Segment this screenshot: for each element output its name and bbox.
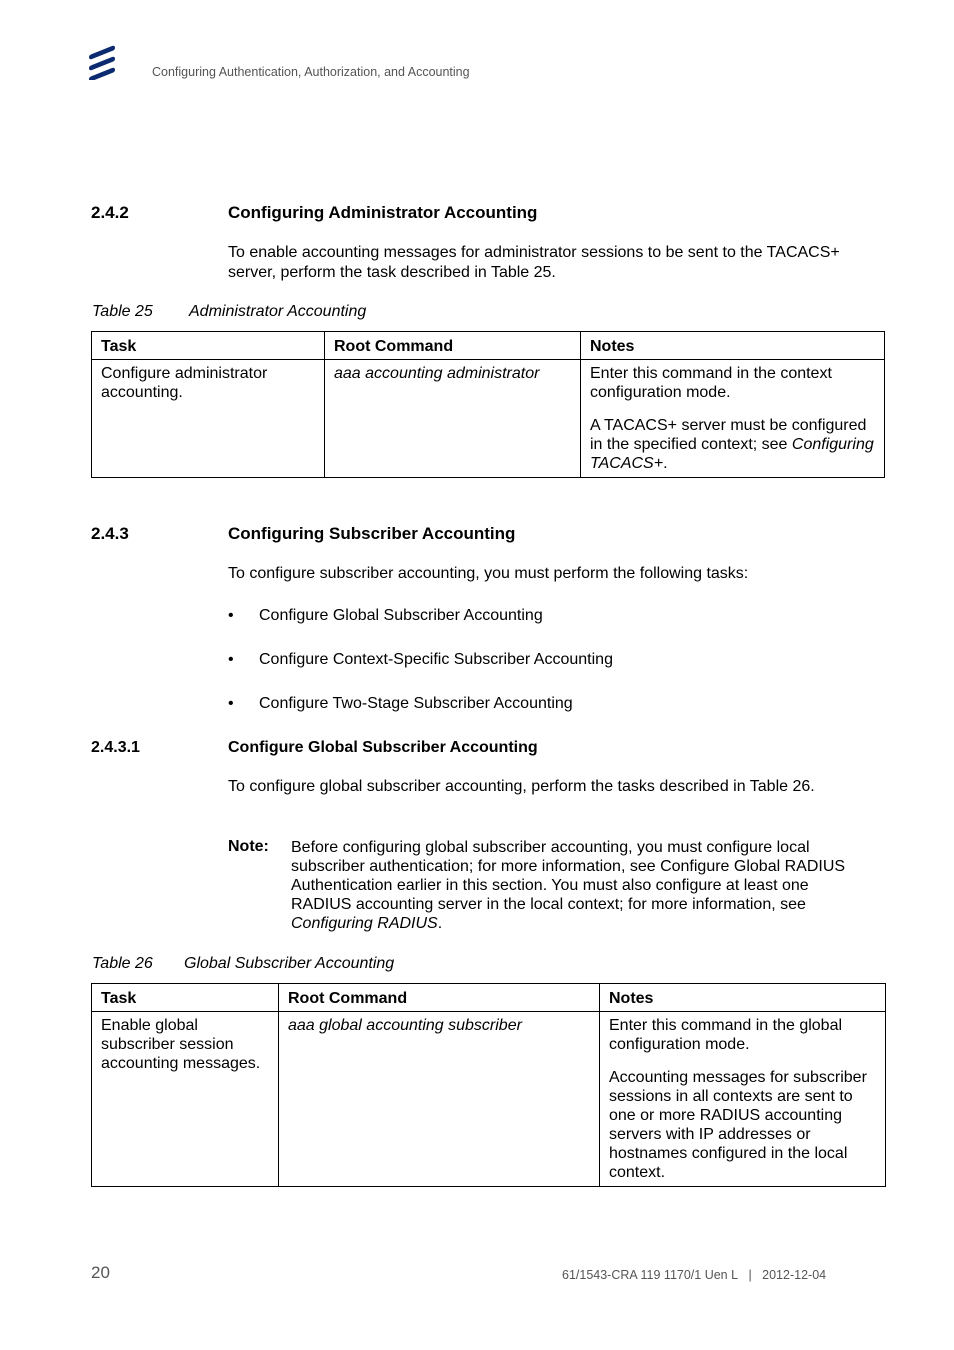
administrator-accounting-table <box>91 331 885 478</box>
section-title: Configuring Administrator Accounting <box>228 203 538 222</box>
table-name: Administrator Accounting <box>189 303 367 320</box>
section-number: 2.4.2 <box>91 203 129 222</box>
table-name: Global Subscriber Accounting <box>184 955 395 972</box>
subsection-number: 2.4.3.1 <box>91 739 140 756</box>
table-header-row <box>92 332 885 360</box>
table-caption <box>92 303 367 321</box>
command-cell: aaa accounting administrator <box>325 360 581 478</box>
note-paragraph: Enter this command in the global configuration mode. <box>609 1017 843 1053</box>
section-paragraph: To configure global subscriber accounting, perform the tasks described in Table 26. <box>228 778 815 795</box>
column-header: Task <box>92 984 279 1012</box>
table-label: Table 25 <box>92 303 153 320</box>
bullet-icon: • <box>228 607 234 624</box>
bullet-item: • Configure Global Subscriber Accounting <box>228 607 543 624</box>
column-header: Notes <box>600 984 886 1012</box>
notes-cell <box>581 360 885 478</box>
footer-separator: | <box>748 1268 752 1282</box>
section-paragraph: To enable accounting messages for administrator sessions to be sent to the TACACS+ server, perform the task described in Table 25. <box>228 244 840 281</box>
note-paragraph: Enter this command in the context configuration mode. <box>590 365 832 401</box>
bullet-item: • Configure Two-Stage Subscriber Accounting <box>228 695 573 712</box>
bullet-item: • Configure Context-Specific Subscriber Accounting <box>228 651 613 668</box>
notes-cell <box>600 1012 886 1187</box>
task-cell: Enable global subscriber session accounting messages. <box>92 1012 279 1187</box>
section-title: Configuring Subscriber Accounting <box>228 524 516 543</box>
cross-reference-link: Configuring RADIUS <box>291 915 438 932</box>
column-header: Notes <box>581 332 885 360</box>
note-text: Before configuring global subscriber accounting, you must configure local subscriber authentication; for more information, see Configure Global RADIUS Authentication earlier in this section. You must also configure at least one RADIUS accounting server in the local context; for more information, see Configuring RADIUS. <box>291 839 846 932</box>
note-label: Note: <box>228 838 269 855</box>
cross-reference-link: Configuring TACACS+ <box>590 436 874 472</box>
table-caption <box>92 955 395 973</box>
command-cell: aaa global accounting subscriber <box>279 1012 600 1187</box>
section-number: 2.4.3 <box>91 524 129 543</box>
section-paragraph: To configure subscriber accounting, you must perform the following tasks: <box>228 565 749 582</box>
document-date: 2012-12-04 <box>762 1268 827 1282</box>
global-subscriber-accounting-table <box>91 983 886 1187</box>
task-cell: Configure administrator accounting. <box>92 360 325 478</box>
subsection-title: Configure Global Subscriber Accounting <box>228 739 538 756</box>
column-header: Task <box>92 332 325 360</box>
bullet-icon: • <box>228 695 234 712</box>
table-row <box>92 360 885 478</box>
bullet-icon: • <box>228 651 234 668</box>
note-paragraph: A TACACS+ server must be configured in the specified context; see Configuring TACACS+. <box>590 417 874 472</box>
table-row <box>92 1012 886 1187</box>
document-id: 61/1543-CRA 119 1170/1 Uen L | 2012-12-04 <box>562 1268 827 1282</box>
column-header: Root Command <box>325 332 581 360</box>
running-header: Configuring Authentication, Authorization, and Accounting <box>152 65 470 79</box>
page-number: 20 <box>91 1263 110 1282</box>
note-paragraph: Accounting messages for subscriber sessions in all contexts are sent to one or more RADIUS accounting servers with IP addresses or hostnames configured in the local context. <box>609 1069 867 1181</box>
ericsson-logo <box>88 44 118 80</box>
column-header: Root Command <box>279 984 600 1012</box>
table-label: Table 26 <box>92 955 153 972</box>
table-header-row <box>92 984 886 1012</box>
